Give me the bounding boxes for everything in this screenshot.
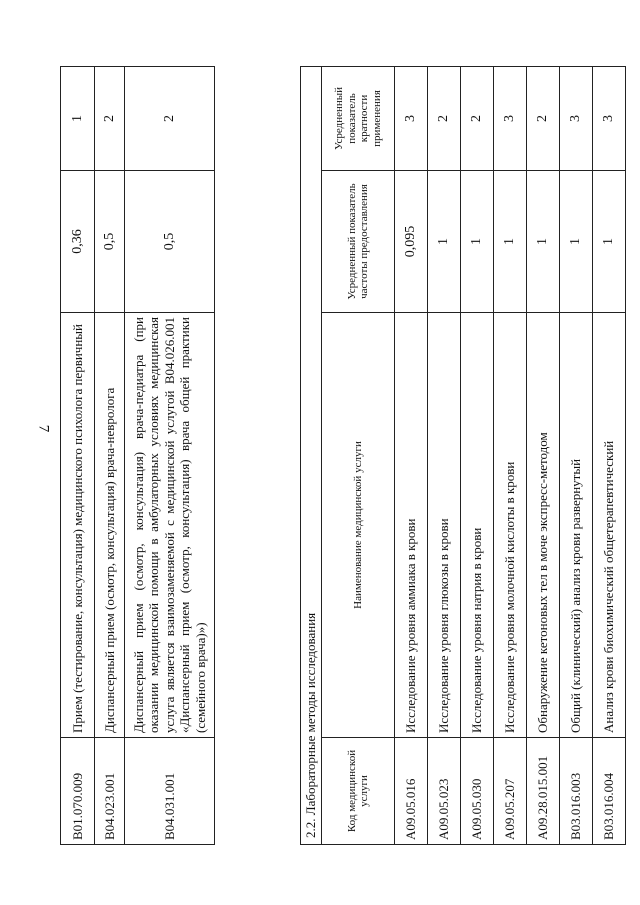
services-table-continued <box>60 66 215 845</box>
service-code: B01.070.009 <box>61 738 95 845</box>
table-row <box>125 67 215 845</box>
frequency-value: 1 <box>461 171 494 313</box>
table-row <box>560 66 593 844</box>
multiplicity-value: 2 <box>95 67 125 171</box>
frequency-value: 0,5 <box>125 171 215 313</box>
table-row <box>428 66 461 844</box>
service-name: Исследование уровня аммиака в крови <box>395 313 428 738</box>
service-code: A09.28.015.001 <box>527 738 560 845</box>
table-row <box>61 67 95 845</box>
multiplicity-value: 2 <box>461 66 494 170</box>
frequency-value: 1 <box>560 171 593 313</box>
multiplicity-value: 2 <box>125 67 215 171</box>
table-header-row <box>322 66 395 844</box>
multiplicity-value: 1 <box>61 67 95 171</box>
frequency-value: 0,36 <box>61 171 95 313</box>
section-title-row <box>301 66 322 844</box>
table-row <box>95 67 125 845</box>
header-code: Код медицинской услуги <box>322 738 395 845</box>
service-code: B04.031.001 <box>125 738 215 845</box>
page-number: 7 <box>35 424 52 433</box>
service-code: B03.016.003 <box>560 738 593 845</box>
table-row <box>461 66 494 844</box>
table-row <box>527 66 560 844</box>
frequency-value: 1 <box>527 171 560 313</box>
service-name: Исследование уровня натрия в крови <box>461 313 494 738</box>
frequency-value: 0,5 <box>95 171 125 313</box>
header-name: Наименование медицинской услуги <box>322 313 395 738</box>
service-name: Исследование уровня глюкозы в крови <box>428 313 461 738</box>
multiplicity-value: 3 <box>560 66 593 170</box>
multiplicity-value: 3 <box>395 66 428 170</box>
frequency-value: 0,095 <box>395 171 428 313</box>
section-title: 2.2. Лабораторные методы исследования <box>301 66 322 844</box>
table-row <box>593 66 626 844</box>
service-code: A09.05.023 <box>428 738 461 845</box>
service-code: B04.023.001 <box>95 738 125 845</box>
header-multiplicity: Усредненный показатель кратности применения <box>322 66 395 170</box>
service-name: Прием (тестирование, консультация) медицинского психолога первичный <box>61 313 95 738</box>
service-code: B03.016.004 <box>593 738 626 845</box>
service-name: Обнаружение кетоновых тел в моче экспресс-методом <box>527 313 560 738</box>
table-row <box>494 66 527 844</box>
multiplicity-value: 2 <box>428 66 461 170</box>
service-code: A09.05.207 <box>494 738 527 845</box>
table-row <box>395 66 428 844</box>
header-frequency: Усредненный показатель частоты предоставления <box>322 171 395 313</box>
service-name: Анализ крови биохимический общетерапевтический <box>593 313 626 738</box>
laboratory-methods-table <box>300 66 626 845</box>
multiplicity-value: 3 <box>593 66 626 170</box>
service-name: Диспансерный прием (осмотр, консультация) врача-невролога <box>95 313 125 738</box>
service-name: Общий (клинический) анализ крови развернутый <box>560 313 593 738</box>
rotated-page-content <box>60 65 620 845</box>
multiplicity-value: 3 <box>494 66 527 170</box>
frequency-value: 1 <box>428 171 461 313</box>
service-code: A09.05.030 <box>461 738 494 845</box>
frequency-value: 1 <box>494 171 527 313</box>
frequency-value: 1 <box>593 171 626 313</box>
service-name: Диспансерный прием (осмотр, консультация) врача-педиатра (при оказании медицинской помощи в амбулаторных условиях медицинская услуга является взаимозаменяемой с медицинской услугой B04.026.001 «Диспансерный прием (осмотр, консультация) врача общей практики (семейного врача)») <box>125 313 215 738</box>
service-code: A09.05.016 <box>395 738 428 845</box>
service-name: Исследование уровня молочной кислоты в крови <box>494 313 527 738</box>
multiplicity-value: 2 <box>527 66 560 170</box>
